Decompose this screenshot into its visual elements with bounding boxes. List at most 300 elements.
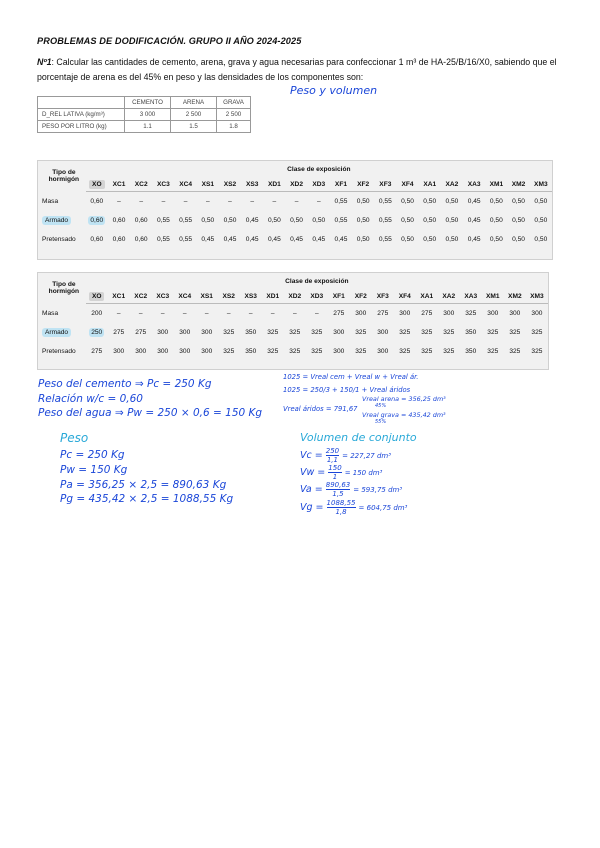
exposure-code: XM2 bbox=[511, 180, 526, 188]
exposure-code: XO bbox=[89, 180, 105, 189]
table-cell bbox=[530, 230, 552, 249]
exposure-table-wc bbox=[37, 160, 553, 260]
table-cell bbox=[263, 192, 285, 211]
exposure-code: XC4 bbox=[179, 180, 193, 188]
vol-cemento-lhs: Vc = bbox=[300, 450, 323, 461]
table-cell-value: 0,50 bbox=[489, 197, 503, 205]
row-label: Armado bbox=[42, 328, 71, 337]
table-cell bbox=[130, 230, 152, 249]
table-cell bbox=[372, 342, 394, 361]
table-cell bbox=[218, 304, 240, 323]
exposure-code-cell bbox=[438, 289, 460, 304]
table-cell-value: 300 bbox=[487, 309, 499, 317]
table-cell bbox=[330, 192, 352, 211]
exposure-code: XC2 bbox=[134, 180, 148, 188]
table-cell bbox=[152, 211, 174, 230]
vol-agua bbox=[300, 464, 382, 481]
density-cell: 1.5 bbox=[171, 121, 217, 133]
table-cell bbox=[530, 192, 552, 211]
table-cell-value: 0,55 bbox=[179, 216, 193, 224]
table-cell-value: 300 bbox=[201, 347, 213, 355]
table-cell bbox=[441, 230, 463, 249]
table-cell-value: 0,50 bbox=[489, 216, 503, 224]
vol-grava-lhs: Vg = bbox=[300, 502, 324, 513]
table-cell bbox=[219, 192, 241, 211]
table-cell bbox=[197, 230, 219, 249]
table-cell-value: 325 bbox=[443, 328, 455, 336]
table-cell bbox=[175, 211, 197, 230]
table-cell-value: 325 bbox=[223, 328, 235, 336]
table-cell-value: 0,45 bbox=[467, 216, 481, 224]
exposure-code-cell bbox=[241, 177, 263, 192]
table-cell bbox=[460, 304, 482, 323]
table-cell bbox=[507, 192, 529, 211]
table-cell-value: 0,55 bbox=[334, 197, 348, 205]
table-cell-value: – bbox=[183, 197, 188, 205]
table-row bbox=[38, 230, 552, 249]
table-cell-value: 0,55 bbox=[334, 216, 348, 224]
exposure-code-cell bbox=[285, 177, 307, 192]
table-cell bbox=[308, 230, 330, 249]
table-row bbox=[38, 342, 548, 361]
exposure-code: XM3 bbox=[530, 292, 544, 300]
table-cell-value: 0,60 bbox=[134, 216, 148, 224]
table-cell-value: 0,55 bbox=[378, 235, 392, 243]
table-cell-value: 0,55 bbox=[378, 216, 392, 224]
table-cell bbox=[416, 323, 438, 342]
group-header-row bbox=[38, 273, 548, 289]
table-cell bbox=[372, 323, 394, 342]
table-cell bbox=[241, 192, 263, 211]
density-header-cell: ARENA bbox=[171, 97, 217, 109]
exposure-code-cell bbox=[218, 289, 240, 304]
table-cell-value: 0,45 bbox=[223, 235, 237, 243]
exposure-code-cell bbox=[482, 289, 504, 304]
note-volume-equation: 1025 = Vreal cem + Vreal w + Vreal ár. bbox=[283, 373, 419, 381]
table-cell bbox=[350, 323, 372, 342]
table-cell-value: 300 bbox=[531, 309, 543, 317]
table-cell bbox=[108, 323, 130, 342]
corner-header: Tipo de hormigón bbox=[48, 169, 80, 184]
table-cell bbox=[130, 323, 152, 342]
table-cell bbox=[196, 323, 218, 342]
table-cell-value: 0,60 bbox=[90, 216, 104, 224]
exposure-code: XS1 bbox=[201, 180, 215, 188]
table-cell bbox=[130, 192, 152, 211]
table-cell-value: 325 bbox=[355, 347, 367, 355]
table-cell bbox=[218, 342, 240, 361]
exposure-code-cell bbox=[174, 289, 196, 304]
table-cell-value: 0,50 bbox=[445, 216, 459, 224]
peso-cemento: Pc = 250 Kg bbox=[60, 449, 125, 461]
table-cell bbox=[463, 230, 485, 249]
table-cell bbox=[485, 211, 507, 230]
table-cell bbox=[485, 230, 507, 249]
annotation-peso-volumen: Peso y volumen bbox=[290, 84, 378, 97]
note-volume-substitution: 1025 = 250/3 + 150/1 + Vreal áridos bbox=[283, 386, 411, 394]
table-cell-value: 350 bbox=[465, 328, 477, 336]
table-cell-value: – bbox=[272, 197, 277, 205]
table-cell bbox=[86, 211, 108, 230]
vol-grava bbox=[300, 499, 407, 516]
exposure-code: XS3 bbox=[245, 180, 259, 188]
exposure-code-cell bbox=[263, 177, 285, 192]
table-cell-value: – bbox=[204, 309, 209, 317]
table-cell-value: 275 bbox=[91, 347, 103, 355]
table-cell bbox=[218, 323, 240, 342]
exposure-code: XF3 bbox=[376, 292, 389, 300]
exposure-code-cell bbox=[350, 289, 372, 304]
exposure-code: XS1 bbox=[200, 292, 213, 300]
row-label: Pretensado bbox=[42, 347, 76, 355]
table-cell-value: – bbox=[182, 309, 187, 317]
table-cell bbox=[219, 211, 241, 230]
peso-heading: Peso bbox=[60, 431, 89, 445]
table-cell-value: – bbox=[292, 309, 297, 317]
table-cell-value: 0,50 bbox=[423, 197, 437, 205]
table-cell-value: 325 bbox=[465, 309, 477, 317]
density-cell: 2 500 bbox=[217, 109, 251, 121]
vol-agua-lhs: Vw = bbox=[300, 467, 326, 478]
table-cell bbox=[350, 342, 372, 361]
table-row bbox=[38, 323, 548, 342]
table-cell-value: 0,50 bbox=[201, 216, 215, 224]
peso-agua: Pw = 150 Kg bbox=[60, 464, 128, 476]
exposure-code-cell bbox=[108, 177, 130, 192]
table-cell-value: 0,60 bbox=[90, 197, 104, 205]
table-cell bbox=[86, 323, 108, 342]
table-cell bbox=[262, 342, 284, 361]
vol-agua-den: 1 bbox=[332, 473, 338, 481]
table-cell bbox=[482, 323, 504, 342]
table-cell-value: 325 bbox=[531, 328, 543, 336]
vol-grava-den: 1,8 bbox=[335, 508, 347, 516]
table-cell bbox=[328, 304, 350, 323]
exposure-code: XD2 bbox=[290, 180, 303, 188]
note-peso-agua: Peso del agua ⇒ Pw = 250 × 0,6 = 150 Kg bbox=[38, 407, 263, 419]
table-cell bbox=[352, 211, 374, 230]
table-cell bbox=[526, 323, 548, 342]
table-cell bbox=[175, 192, 197, 211]
table-cell bbox=[152, 304, 174, 323]
table-cell bbox=[441, 192, 463, 211]
table-cell-value: – bbox=[314, 309, 319, 317]
table-cell-value: 0,60 bbox=[90, 235, 104, 243]
table-row bbox=[38, 211, 552, 230]
table-cell bbox=[328, 323, 350, 342]
table-cell bbox=[308, 192, 330, 211]
table-cell bbox=[219, 230, 241, 249]
exposure-codes-row bbox=[38, 289, 548, 304]
group-header-row bbox=[38, 161, 552, 177]
table-cell-value: 300 bbox=[443, 309, 455, 317]
note-peso-cemento: Peso del cemento ⇒ Pc = 250 Kg bbox=[38, 378, 212, 390]
table-cell bbox=[374, 211, 396, 230]
table-cell bbox=[463, 211, 485, 230]
exposure-code: XC3 bbox=[156, 292, 170, 300]
exposure-code-cell bbox=[308, 177, 330, 192]
exposure-code-cell bbox=[463, 177, 485, 192]
exposure-code: XF2 bbox=[357, 180, 370, 188]
table-cell bbox=[504, 323, 526, 342]
table-cell-value: – bbox=[139, 197, 144, 205]
table-cell-value: 0,50 bbox=[512, 216, 525, 224]
table-cell bbox=[438, 323, 460, 342]
document-title: PROBLEMAS DE DODIFICACIÓN. GRUPO II AÑO 2024-2025 bbox=[37, 36, 302, 46]
problem-statement bbox=[37, 55, 572, 85]
table-cell bbox=[350, 304, 372, 323]
table-cell bbox=[394, 304, 416, 323]
table-cell bbox=[108, 211, 130, 230]
exposure-code: XA1 bbox=[420, 292, 434, 300]
table-cell-value: – bbox=[294, 197, 299, 205]
exposure-code-cell bbox=[416, 289, 438, 304]
table-cell-value: 0,50 bbox=[423, 235, 437, 243]
problem-label: Nº1 bbox=[37, 57, 52, 67]
table-cell-value: 0,55 bbox=[378, 197, 392, 205]
exposure-code: XA3 bbox=[464, 292, 478, 300]
exposure-code-cell bbox=[196, 289, 218, 304]
exposure-code: XM1 bbox=[486, 292, 500, 300]
table-cell-value: 325 bbox=[531, 347, 543, 355]
vol-arena bbox=[300, 481, 402, 498]
table-cell bbox=[152, 230, 174, 249]
vol-arena-res: = 593,75 dm³ bbox=[353, 486, 403, 494]
exposure-code: XA1 bbox=[423, 180, 437, 188]
exposure-code-cell bbox=[197, 177, 219, 192]
table-cell-value: – bbox=[205, 197, 210, 205]
problem-text: : Calcular las cantidades de cemento, arena, grava y agua necesarias para confeccionar 1 m³ de HA-25/B/16/X0, sabiendo que el porcentaje de arena es del 45% en peso y las densidades de los componentes son: bbox=[37, 57, 557, 82]
note-grava-percent: 55% bbox=[375, 419, 387, 425]
exposure-grid bbox=[38, 273, 548, 361]
exposure-code: XA2 bbox=[445, 180, 459, 188]
table-cell-value: 0,50 bbox=[312, 216, 326, 224]
table-cell bbox=[197, 211, 219, 230]
exposure-code: XC2 bbox=[134, 292, 148, 300]
exposure-grid bbox=[38, 161, 552, 249]
table-cell bbox=[240, 304, 262, 323]
exposure-code-cell bbox=[328, 289, 350, 304]
exposure-code: XS3 bbox=[244, 292, 257, 300]
exposure-code: XM2 bbox=[508, 292, 522, 300]
table-cell bbox=[152, 342, 174, 361]
table-cell bbox=[86, 192, 108, 211]
note-arena-percent: 45% bbox=[375, 403, 387, 409]
table-cell bbox=[308, 211, 330, 230]
exposure-code: XM1 bbox=[489, 180, 504, 188]
table-cell bbox=[374, 192, 396, 211]
peso-grava: Pg = 435,42 × 2,5 = 1088,55 Kg bbox=[60, 493, 234, 505]
table-cell bbox=[108, 304, 130, 323]
density-cell: D_REL LATIVA (kg/m³) bbox=[38, 109, 125, 121]
table-cell bbox=[330, 230, 352, 249]
table-cell-value: 300 bbox=[201, 328, 213, 336]
table-cell-value: 325 bbox=[223, 347, 235, 355]
table-cell bbox=[174, 342, 196, 361]
exposure-code: XS2 bbox=[223, 180, 237, 188]
table-cell-value: 0,45 bbox=[312, 235, 326, 243]
table-cell bbox=[460, 323, 482, 342]
table-cell-value: 0,55 bbox=[156, 216, 170, 224]
density-header-cell: CEMENTO bbox=[125, 97, 171, 109]
table-cell-value: 0,45 bbox=[201, 235, 215, 243]
density-cell: PESO POR LITRO (kg) bbox=[38, 121, 125, 133]
table-cell-value: 325 bbox=[487, 328, 499, 336]
exposure-code-cell bbox=[152, 177, 174, 192]
table-cell-value: 0,60 bbox=[134, 235, 148, 243]
table-cell bbox=[196, 342, 218, 361]
table-cell bbox=[130, 304, 152, 323]
table-cell bbox=[526, 304, 548, 323]
table-cell bbox=[507, 211, 529, 230]
table-cell bbox=[460, 342, 482, 361]
table-cell-value: – bbox=[248, 309, 253, 317]
table-cell-value: 350 bbox=[465, 347, 477, 355]
exposure-code-cell bbox=[504, 289, 526, 304]
table-cell bbox=[485, 192, 507, 211]
table-cell bbox=[86, 342, 108, 361]
exposure-code-cell bbox=[130, 177, 152, 192]
table-cell bbox=[86, 230, 108, 249]
density-header-cell: GRAVA bbox=[217, 97, 251, 109]
table-cell bbox=[396, 192, 418, 211]
table-cell bbox=[396, 211, 418, 230]
vol-cemento-res: = 227,27 dm³ bbox=[342, 452, 392, 460]
table-cell bbox=[526, 342, 548, 361]
table-cell bbox=[108, 192, 130, 211]
table-cell-value: 275 bbox=[333, 309, 345, 317]
table-cell bbox=[240, 323, 262, 342]
exposure-codes-row bbox=[38, 177, 552, 192]
table-cell-value: 325 bbox=[443, 347, 455, 355]
table-cell bbox=[507, 230, 529, 249]
exposure-code-cell bbox=[175, 177, 197, 192]
table-cell-value: 325 bbox=[355, 328, 367, 336]
table-row bbox=[38, 304, 548, 323]
table-cell bbox=[352, 192, 374, 211]
table-cell-value: 300 bbox=[333, 347, 345, 355]
table-cell bbox=[330, 211, 352, 230]
exposure-code-cell bbox=[284, 289, 306, 304]
note-volume-aridos: Vreal áridos = 791,67 bbox=[283, 405, 358, 413]
table-cell bbox=[352, 230, 374, 249]
table-cell bbox=[530, 211, 552, 230]
row-label-cell bbox=[38, 211, 86, 230]
table-cell-value: 0,50 bbox=[512, 235, 525, 243]
vol-arena-den: 1,5 bbox=[332, 490, 344, 498]
table-cell bbox=[416, 342, 438, 361]
table-cell-value: – bbox=[250, 197, 254, 205]
exposure-code: XC4 bbox=[178, 292, 192, 300]
table-cell bbox=[262, 304, 284, 323]
vol-cemento-num: 250 bbox=[325, 447, 340, 455]
row-label: Pretensado bbox=[42, 235, 76, 243]
exposure-code-cell bbox=[394, 289, 416, 304]
row-label-cell bbox=[38, 230, 86, 249]
table-cell-value: – bbox=[161, 197, 166, 205]
table-cell bbox=[396, 230, 418, 249]
exposure-class-header: Clase de exposición bbox=[287, 165, 351, 173]
exposure-class-header: Clase de exposición bbox=[285, 277, 349, 285]
table-cell bbox=[504, 342, 526, 361]
exposure-code: XD3 bbox=[312, 180, 326, 188]
table-cell-value: 300 bbox=[377, 347, 389, 355]
table-cell-value: 0,50 bbox=[534, 235, 548, 243]
table-cell-value: 275 bbox=[135, 328, 147, 336]
exposure-code-cell bbox=[262, 289, 284, 304]
density-cell: 2 500 bbox=[171, 109, 217, 121]
density-row bbox=[38, 121, 251, 133]
table-cell-value: 325 bbox=[289, 328, 301, 336]
table-cell-value: 0,50 bbox=[534, 216, 548, 224]
table-cell-value: – bbox=[117, 197, 121, 205]
density-header-cell bbox=[38, 97, 125, 109]
table-cell-value: 300 bbox=[509, 309, 521, 317]
table-cell-value: 300 bbox=[179, 328, 191, 336]
exposure-code: XA2 bbox=[442, 292, 456, 300]
table-cell bbox=[482, 342, 504, 361]
table-cell bbox=[394, 323, 416, 342]
table-cell-value: 0,50 bbox=[356, 197, 370, 205]
density-table bbox=[37, 96, 251, 133]
table-cell bbox=[285, 230, 307, 249]
table-cell-value: 0,50 bbox=[512, 197, 525, 205]
table-cell bbox=[306, 304, 328, 323]
table-cell-value: 0,50 bbox=[445, 235, 459, 243]
exposure-code-cell bbox=[507, 177, 529, 192]
table-cell bbox=[441, 211, 463, 230]
table-cell-value: 0,45 bbox=[267, 235, 281, 243]
table-cell bbox=[175, 230, 197, 249]
exposure-code-cell bbox=[374, 177, 396, 192]
exposure-code-cell bbox=[240, 289, 262, 304]
table-cell bbox=[463, 192, 485, 211]
table-cell-value: 0,45 bbox=[467, 235, 481, 243]
table-cell-value: 300 bbox=[399, 309, 411, 317]
table-cell-value: 325 bbox=[487, 347, 499, 355]
exposure-code-cell bbox=[441, 177, 463, 192]
exposure-code: XM3 bbox=[534, 180, 548, 188]
table-cell bbox=[328, 342, 350, 361]
table-cell-value: – bbox=[270, 309, 275, 317]
exposure-code-cell bbox=[419, 177, 441, 192]
table-cell-value: 300 bbox=[179, 347, 191, 355]
table-cell-value: 325 bbox=[509, 347, 521, 355]
exposure-code: XF4 bbox=[398, 292, 411, 300]
table-cell-value: 350 bbox=[245, 328, 257, 336]
exposure-code-cell bbox=[352, 177, 374, 192]
exposure-code-cell bbox=[108, 289, 130, 304]
table-cell bbox=[174, 304, 196, 323]
row-label-cell bbox=[38, 323, 86, 342]
table-cell-value: 0,50 bbox=[401, 216, 414, 224]
table-cell bbox=[130, 342, 152, 361]
exposure-code-cell bbox=[460, 289, 482, 304]
table-cell-value: 0,50 bbox=[356, 235, 370, 243]
vol-agua-res: = 150 dm³ bbox=[344, 469, 383, 477]
table-cell-value: 300 bbox=[157, 328, 169, 336]
table-row bbox=[38, 192, 552, 211]
table-cell-value: 300 bbox=[333, 328, 345, 336]
table-cell-value: 325 bbox=[421, 328, 433, 336]
vol-cemento-den: 1,1 bbox=[326, 456, 338, 464]
table-cell-value: 0,50 bbox=[489, 235, 503, 243]
row-label: Masa bbox=[42, 197, 59, 205]
table-cell-value: 0,50 bbox=[267, 216, 281, 224]
exposure-code: XA3 bbox=[467, 180, 481, 188]
exposure-code: XF1 bbox=[332, 292, 345, 300]
exposure-code: XC1 bbox=[112, 292, 126, 300]
